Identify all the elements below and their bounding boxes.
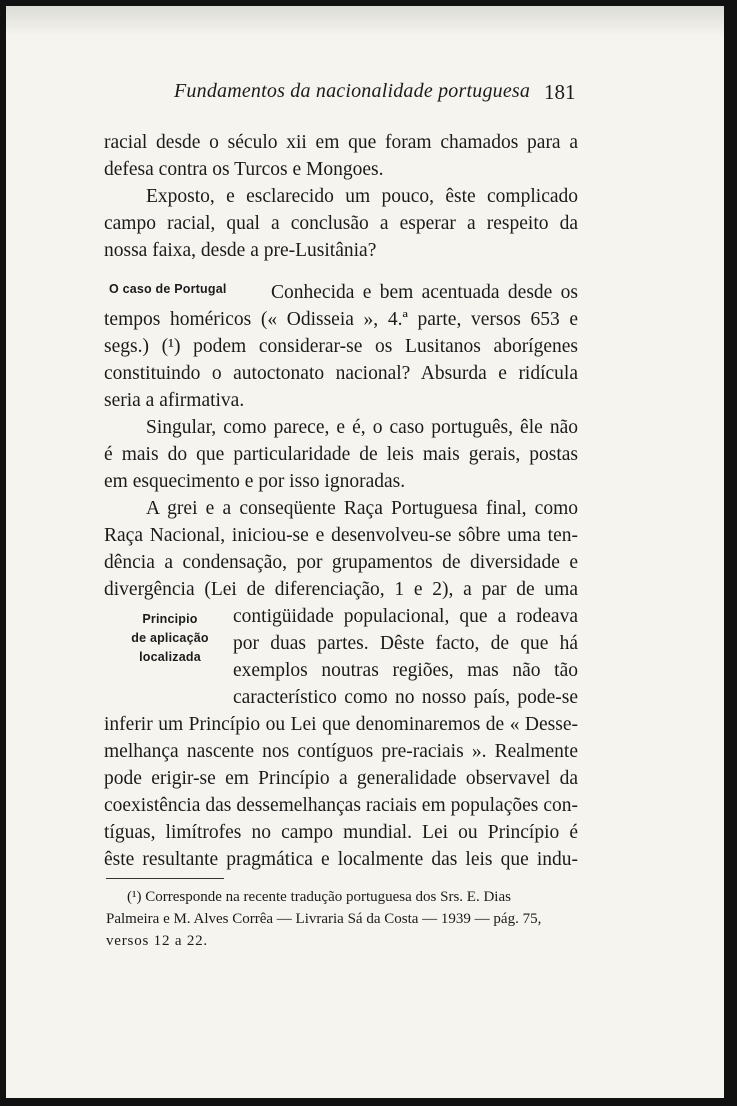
body-line: é mais do que particularidade de leis mais gerais, postas [104,444,578,465]
body-line: Singular, como parece, e é, o caso português, êle não [146,417,578,438]
body-line: Raça Nacional, iniciou-se e desenvolveu-se sôbre uma ten- [104,525,578,546]
body-line: seria a afirmativa. [104,390,245,411]
footnote-line: Palmeira e M. Alves Corrêa — Livraria Sá da Costa — 1939 — pág. 75, [106,911,542,927]
body-line: campo racial, qual a conclusão a esperar a respeito da [104,213,578,234]
margin-note-line: Principio [142,612,198,626]
body-line: defesa contra os Turcos e Mongoes. [104,159,384,180]
body-line: em esquecimento e por isso ignoradas. [104,471,406,492]
footnote-rule [106,878,224,879]
margin-note-line: de aplicação [131,631,209,645]
body-line: melhança nascente nos contíguos pre-raciais ». Realmente [104,741,578,762]
body-line: contigüidade populacional, que a rodeava [233,606,578,627]
body-line: segs.) (¹) podem considerar-se os Lusitanos aborígenes [104,336,578,357]
body-line: coexistência das dessemelhanças raciais em populações con- [104,795,578,816]
margin-note-principio [124,610,216,667]
footnote-line: (¹) Corresponde na recente tradução portuguesa dos Srs. E. Dias [127,889,511,905]
body-line: exemplos noutras regiões, mas não tão [233,660,578,681]
margin-note-line: localizada [139,650,201,664]
body-line: pode erigir-se em Princípio a generalidade observavel da [104,768,578,789]
body-line: inferir um Princípio ou Lei que denominaremos de « Desse- [104,714,578,735]
margin-note-caso-portugal: O caso de Portugal [109,282,227,296]
body-line: tempos homéricos (« Odisseia », 4.ª parte, versos 653 e [104,309,578,330]
body-line: por duas partes. Dêste facto, de que há [233,633,578,654]
body-line: constituindo o autoctonato nacional? Absurda e ridícula [104,363,578,384]
body-line: Conhecida e bem acentuada desde os [271,282,578,303]
book-page [6,6,724,1098]
page-number: 181 [544,80,576,104]
body-line: tíguas, limítrofes no campo mundial. Lei ou Princípio é [104,822,578,843]
body-line: divergência (Lei de diferenciação, 1 e 2), a par de uma [104,579,578,600]
body-line: racial desde o século xii em que foram chamados para a [104,132,578,153]
running-header: Fundamentos da nacionalidade portuguesa [174,80,531,102]
body-line: Exposto, e esclarecido um pouco, êste complicado [146,186,578,207]
body-line: dência a condensação, por grupamentos de diversidade e [104,552,578,573]
body-line: característico como no nosso país, pode-se [233,687,578,708]
body-line: êste resultante pragmática e localmente das leis que indu- [104,849,578,870]
footnote-line: versos 12 a 22. [106,933,208,949]
body-line: nossa faixa, desde a pre-Lusitânia? [104,240,377,261]
body-line: A grei e a conseqüente Raça Portuguesa final, como [146,498,578,519]
